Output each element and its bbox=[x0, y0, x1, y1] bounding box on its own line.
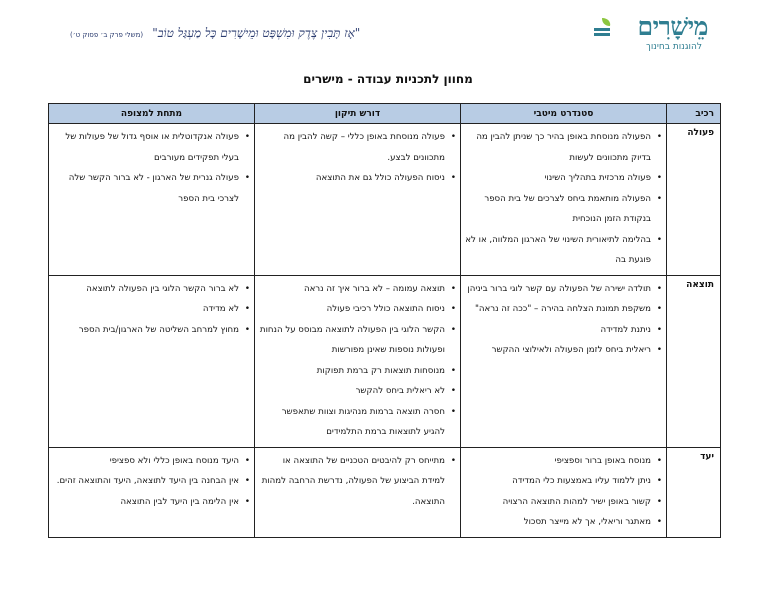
bullet-list bbox=[465, 127, 662, 271]
cell-optimal-standard bbox=[461, 447, 667, 537]
bullet-list bbox=[259, 451, 456, 513]
cell-optimal-standard bbox=[461, 275, 667, 447]
bullet-list bbox=[259, 127, 456, 189]
bullet-item: • היעד מנוסח באופן כללי ולא ספציפי bbox=[53, 451, 250, 472]
leaf-logo-icon bbox=[592, 16, 612, 42]
table-row bbox=[49, 447, 721, 537]
header-component: רכיב bbox=[667, 104, 721, 124]
bullet-item: • לא ברור הקשר הלוגי בין הפעולה לתוצאה bbox=[53, 279, 250, 300]
verse-quote bbox=[70, 22, 360, 41]
cell-needs-revision bbox=[255, 275, 461, 447]
header-optimal-standard: סטנדרט מיטבי bbox=[461, 104, 667, 124]
row-label: תוצאה bbox=[667, 275, 721, 447]
bullet-item: • חסרה תוצאה ברמות מנהיגות וצוות שתאפשר להגיע לתוצאות ברמת התלמידים bbox=[259, 402, 456, 443]
header-below-expectation: מתחת למצופה bbox=[49, 104, 255, 124]
bullet-item: • ניסוח הפעולה כולל גם את התוצאה bbox=[259, 168, 456, 189]
cell-optimal-standard bbox=[461, 124, 667, 276]
bullet-item: • הפעולה מנוסחת באופן בהיר כך שניתן להבין מה בדיוק מתכוונים לעשות bbox=[465, 127, 662, 168]
bullet-item: • פעולה מרכזית בתהליך השינוי bbox=[465, 168, 662, 189]
logo-wordmark: מֵישָׁרִים bbox=[637, 12, 708, 41]
bullet-item: • פעולה מנוסחת באופן כללי – קשה להבין מה מתכוונים לבצע. bbox=[259, 127, 456, 168]
row-label: פעולה bbox=[667, 124, 721, 276]
bullet-item: • הקשר הלוגי בין הפעולה לתוצאה מבוסס על הנחות ופעולות נוספות שאינן מפורשות bbox=[259, 320, 456, 361]
meisharim-logo bbox=[596, 14, 708, 54]
bullet-item: • ניתן ללמוד עליו באמצעות כלי המדידה bbox=[465, 471, 662, 492]
bullet-item: • הפעולה מותאמת ביחס לצרכים של בית הספר בנקודת הזמן הנוכחית bbox=[465, 189, 662, 230]
bullet-item: • אין הבחנה בין היעד לתוצאה, היעד והתוצאה זהים. bbox=[53, 471, 250, 492]
bullet-item: • ריאלית ביחס לזמן הפעולה ולאילוצי ההקשר bbox=[465, 340, 662, 361]
cell-needs-revision bbox=[255, 447, 461, 537]
verse-source: (משלי פרק ב׳ פסוק ט׳) bbox=[70, 31, 144, 39]
bullet-item: • מנוסח באופן ברור וספציפי bbox=[465, 451, 662, 472]
bullet-item: • בהלימה לתיאורית השינוי של הארגון המלווה, או לא פוגעת בה bbox=[465, 230, 662, 271]
rubric-table bbox=[48, 103, 721, 538]
bullet-list bbox=[465, 451, 662, 533]
bullet-item: • תולדה ישירה של הפעולה עם קשר לוגי ברור ביניהן bbox=[465, 279, 662, 300]
bullet-item: • לא ריאלית ביחס להקשר bbox=[259, 381, 456, 402]
table-header-row bbox=[49, 104, 721, 124]
bullet-item: • פעולה אנקדוטלית או אוסף גדול של פעולות של בעלי תפקידים מעורבים bbox=[53, 127, 250, 168]
bullet-item: • פעולה גנרית של הארגון - לא ברור הקשר שלה לצרכי בית הספר bbox=[53, 168, 250, 209]
bullet-list bbox=[53, 127, 250, 209]
cell-below-expectation bbox=[49, 124, 255, 276]
bullet-item: • מחוץ למרחב השליטה של הארגון/בית הספר bbox=[53, 320, 250, 341]
header-needs-revision: דורש תיקון bbox=[255, 104, 461, 124]
cell-below-expectation bbox=[49, 275, 255, 447]
bullet-item: • מאתגר וריאלי, אך לא מייצר תסכול bbox=[465, 512, 662, 533]
table-row bbox=[49, 275, 721, 447]
bullet-item: • משקפת תמונת הצלחה בהירה – "ככה זה נראה" bbox=[465, 299, 662, 320]
table-row bbox=[49, 124, 721, 276]
page-header bbox=[0, 0, 776, 60]
row-label: יעד bbox=[667, 447, 721, 537]
bullet-item: • לא מדידה bbox=[53, 299, 250, 320]
verse-text: "אָז תָּבִין צֶדֶק וּמִשְׁפָּט וּמֵישָׁרִים כָּל מַעְגַּל טוֹב" bbox=[152, 26, 361, 40]
bullet-item: • מתייחס רק להיבטים הטכניים של התוצאה או למידת הביצוע של הפעולה, נדרשת הרחבה למהות התוצאה. bbox=[259, 451, 456, 513]
bullet-list bbox=[465, 279, 662, 361]
bullet-list bbox=[259, 279, 456, 443]
bullet-item: • ניסוח התוצאה כולל רכיבי פעולה bbox=[259, 299, 456, 320]
bullet-item: • תוצאה עמומה – לא ברור איך זה נראה bbox=[259, 279, 456, 300]
bullet-list bbox=[53, 451, 250, 513]
cell-below-expectation bbox=[49, 447, 255, 537]
logo-tagline: להוגנות בחינוך bbox=[646, 42, 702, 52]
bullet-item: • קשור באופן ישיר למהות התוצאה הרצויה bbox=[465, 492, 662, 513]
bullet-item: • ניתנת למדידה bbox=[465, 320, 662, 341]
bullet-item: • אין הלימה בין היעד לבין התוצאה bbox=[53, 492, 250, 513]
cell-needs-revision bbox=[255, 124, 461, 276]
bullet-list bbox=[53, 279, 250, 341]
bullet-item: • מנוסחות תוצאות רק ברמת תפוקות bbox=[259, 361, 456, 382]
document-title: מחוון לתכניות עבודה - מישרים bbox=[303, 72, 473, 86]
